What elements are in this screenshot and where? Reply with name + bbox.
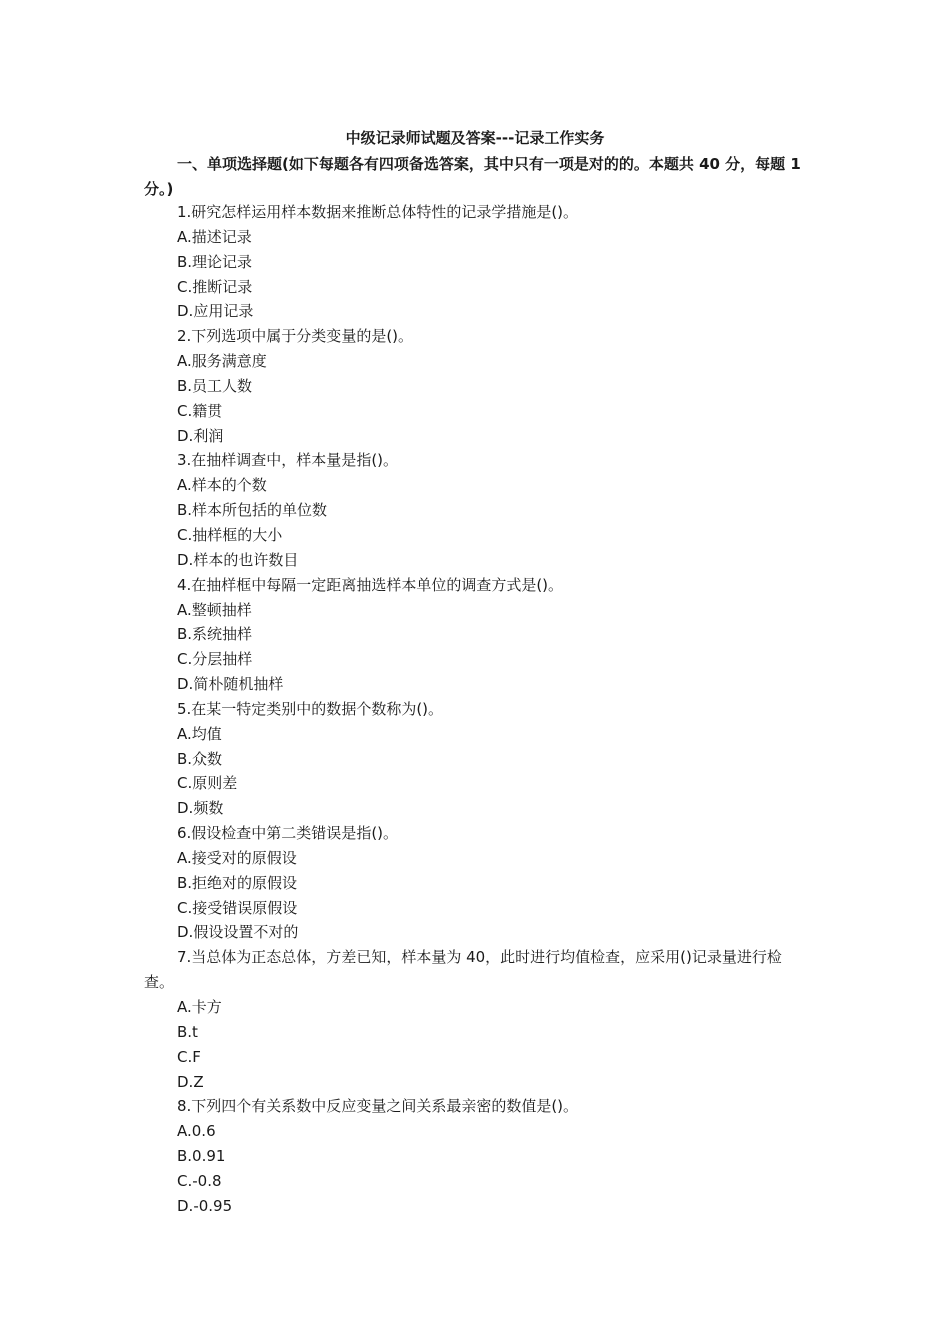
option-b: B.众数	[177, 749, 223, 768]
option-c: C.F	[177, 1047, 201, 1066]
option-c: C.推断记录	[177, 277, 253, 296]
option-c: C.接受错误原假设	[177, 898, 298, 917]
option-c: C.原则差	[177, 774, 238, 793]
option-c: C.分层抽样	[177, 650, 253, 669]
option-c: C.籍贯	[177, 401, 223, 420]
question-8	[144, 1094, 806, 1218]
option-d: D.应用记录	[177, 302, 254, 321]
option-d: D.样本的也许数目	[177, 550, 299, 569]
question-text: 7.当总体为正态总体，方差已知，样本量为 40，此时进行均值检查，应采用()记录量进行检查。	[144, 948, 782, 992]
question-5	[144, 697, 806, 821]
question-2	[144, 324, 806, 448]
option-a: A.样本的个数	[177, 476, 267, 495]
question-4	[144, 573, 806, 697]
document-title: 中级记录师试题及答案---记录工作实务	[345, 129, 605, 147]
option-d: D.假设设置不对的	[177, 923, 299, 942]
option-c: C.抽样框的大小	[177, 525, 283, 544]
question-text: 6.假设检查中第二类错误是指()。	[177, 824, 399, 843]
option-a: A.整顿抽样	[177, 600, 252, 619]
option-b: B.样本所包括的单位数	[177, 501, 328, 520]
question-1	[144, 200, 806, 324]
option-b: B.t	[177, 1022, 198, 1041]
question-text: 8.下列四个有关系数中反应变量之间关系最亲密的数值是()。	[177, 1097, 579, 1116]
question-6	[144, 821, 806, 945]
question-text: 2.下列选项中属于分类变量的是()。	[177, 327, 414, 346]
question-text: 4.在抽样框中每隔一定距离抽选样本单位的调查方式是()。	[177, 575, 564, 594]
option-b: B.系统抽样	[177, 625, 253, 644]
option-a: A.接受对的原假设	[177, 848, 297, 867]
option-a: A.服务满意度	[177, 352, 267, 371]
option-a: A.均值	[177, 724, 222, 743]
question-text: 1.研究怎样运用样本数据来推断总体特性的记录学措施是()。	[177, 203, 579, 221]
question-7	[144, 945, 806, 1094]
option-a: A.描述记录	[177, 227, 252, 246]
option-d: D.Z	[177, 1072, 204, 1091]
option-d: D.简朴随机抽样	[177, 675, 284, 694]
option-b: B.拒绝对的原假设	[177, 873, 298, 892]
question-3	[144, 448, 806, 572]
option-d: D.频数	[177, 799, 224, 818]
option-b: B.0.91	[177, 1147, 226, 1166]
question-list	[144, 200, 806, 1219]
option-d: D.利润	[177, 426, 224, 445]
option-a: A.卡方	[177, 998, 222, 1016]
option-b: B.员工人数	[177, 376, 253, 395]
option-b: B.理论记录	[177, 252, 253, 271]
question-text: 5.在某一特定类别中的数据个数称为()。	[177, 699, 444, 718]
section-heading: 一、单项选择题(如下每题各有四项备选答案，其中只有一项是对的的。本题共 40 分，每题 1 分。)	[144, 155, 801, 198]
option-d: D.-0.95	[177, 1196, 233, 1215]
question-text: 3.在抽样调查中，样本量是指()。	[177, 451, 399, 470]
option-a: A.0.6	[177, 1122, 216, 1141]
option-c: C.-0.8	[177, 1171, 222, 1190]
